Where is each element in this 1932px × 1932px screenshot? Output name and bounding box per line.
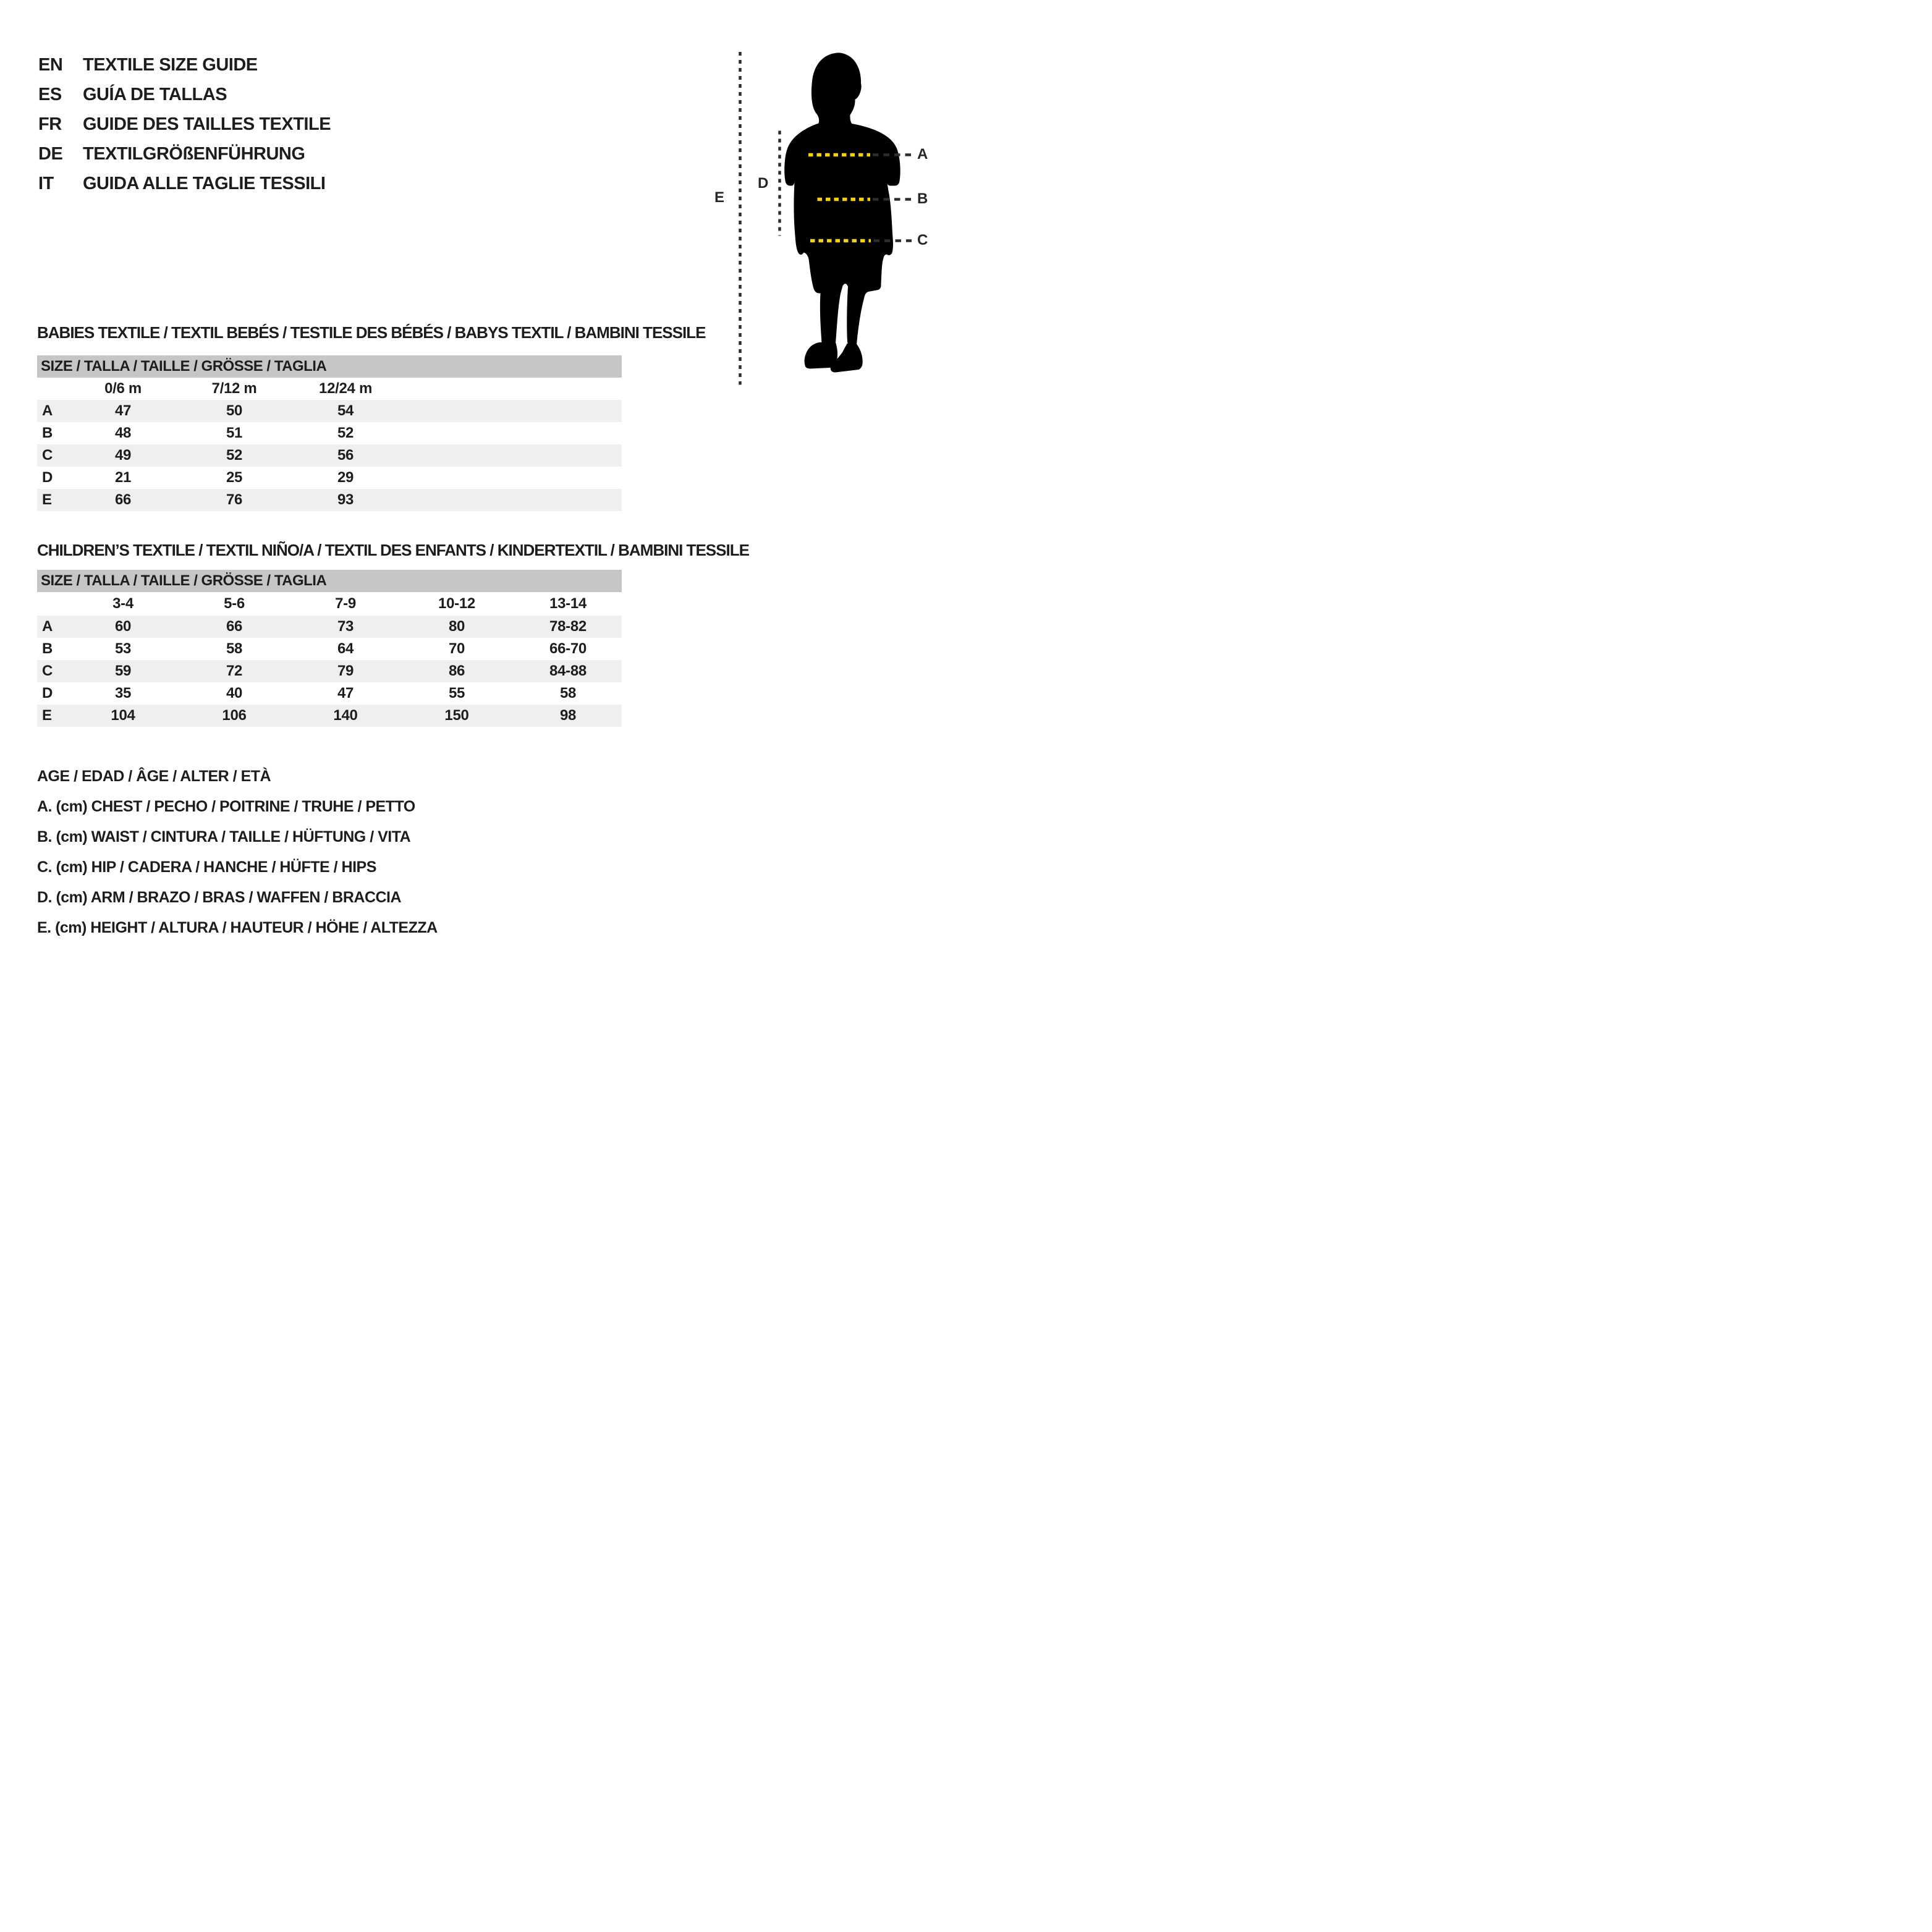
cell-value: 140 bbox=[333, 707, 358, 724]
legend-height: E. (cm) HEIGHT / ALTURA / HAUTEUR / HÖHE / ALTEZZA bbox=[37, 919, 438, 936]
cell-value: 80 bbox=[448, 618, 465, 635]
row-label: B bbox=[42, 640, 53, 657]
babies-size-header-bar: SIZE / TALLA / TAILLE / GRÖSSE / TAGLIA bbox=[37, 355, 622, 378]
children-section-heading: CHILDREN’S TEXTILE / TEXTIL NIÑO/A / TEXTIL DES ENFANTS / KINDERTEXTIL / BAMBINI TESSILE bbox=[37, 541, 749, 559]
row-label: D bbox=[42, 685, 53, 701]
height-label: E bbox=[714, 189, 725, 206]
cell-value: 50 bbox=[226, 402, 243, 419]
measurement-legend bbox=[37, 761, 438, 943]
cell-value: 72 bbox=[226, 663, 243, 679]
row-label: E bbox=[42, 707, 52, 724]
language-row-es bbox=[38, 80, 331, 109]
row-label: A bbox=[42, 618, 53, 635]
language-title: GUIDE DES TAILLES TEXTILE bbox=[83, 114, 331, 134]
cell-value: 47 bbox=[337, 685, 354, 701]
row-label: C bbox=[42, 663, 53, 679]
cell-value: 53 bbox=[114, 640, 132, 657]
language-title: TEXTILE SIZE GUIDE bbox=[83, 54, 258, 75]
row-label: E bbox=[42, 491, 52, 508]
column-header: 3-4 bbox=[112, 595, 133, 612]
legend-arm: D. (cm) ARM / BRAZO / BRAS / WAFFEN / BRACCIA bbox=[37, 889, 402, 906]
language-code: ES bbox=[38, 84, 62, 104]
textile-size-guide-page bbox=[0, 0, 966, 966]
cell-value: 66-70 bbox=[549, 640, 587, 657]
cell-value: 55 bbox=[448, 685, 465, 701]
language-code: IT bbox=[38, 173, 54, 193]
cell-value: 40 bbox=[226, 685, 243, 701]
babies-section-heading: BABIES TEXTILE / TEXTIL BEBÉS / TESTILE DES BÉBÉS / BABYS TEXTIL / BAMBINI TESSILE bbox=[37, 323, 706, 342]
language-code: FR bbox=[38, 114, 62, 134]
cell-value: 106 bbox=[222, 707, 247, 724]
waist-label: B bbox=[917, 190, 928, 207]
cell-value: 29 bbox=[337, 469, 354, 486]
cell-value: 25 bbox=[226, 469, 243, 486]
column-header: 0/6 m bbox=[104, 380, 142, 397]
language-title: TEXTILGRÖßENFÜHRUNG bbox=[83, 143, 305, 164]
cell-value: 150 bbox=[444, 707, 469, 724]
cell-value: 66 bbox=[226, 618, 243, 635]
cell-value: 93 bbox=[337, 491, 354, 508]
cell-value: 56 bbox=[337, 447, 354, 464]
cell-value: 64 bbox=[337, 640, 354, 657]
column-header: 12/24 m bbox=[319, 380, 372, 397]
language-code: EN bbox=[38, 54, 63, 75]
language-row-en bbox=[38, 50, 331, 80]
cell-value: 49 bbox=[114, 447, 132, 464]
language-row-de bbox=[38, 139, 331, 169]
children-size-table bbox=[37, 570, 622, 727]
table-row bbox=[37, 422, 622, 444]
row-label: A bbox=[42, 402, 53, 419]
babies-column-header-row bbox=[37, 378, 622, 400]
column-header: 5-6 bbox=[224, 595, 245, 612]
cell-value: 59 bbox=[114, 663, 132, 679]
column-header: 10-12 bbox=[438, 595, 475, 612]
children-size-header-bar: SIZE / TALLA / TAILLE / GRÖSSE / TAGLIA bbox=[37, 570, 622, 592]
column-header: 7/12 m bbox=[211, 380, 257, 397]
cell-value: 21 bbox=[114, 469, 132, 486]
table-row bbox=[37, 467, 622, 489]
row-label: B bbox=[42, 425, 53, 441]
child-silhouette bbox=[784, 53, 900, 344]
children-table-rows bbox=[37, 616, 622, 727]
cell-value: 78-82 bbox=[549, 618, 587, 635]
row-label: D bbox=[42, 469, 53, 486]
language-title: GUIDA ALLE TAGLIE TESSILI bbox=[83, 173, 326, 193]
legend-age: AGE / EDAD / ÂGE / ALTER / ETÀ bbox=[37, 768, 271, 785]
cell-value: 73 bbox=[337, 618, 354, 635]
language-title: GUÍA DE TALLAS bbox=[83, 84, 227, 104]
language-row-fr bbox=[38, 109, 331, 139]
table-row bbox=[37, 616, 622, 638]
table-row bbox=[37, 638, 622, 660]
cell-value: 48 bbox=[114, 425, 132, 441]
language-code: DE bbox=[38, 143, 63, 164]
cell-value: 86 bbox=[448, 663, 465, 679]
cell-value: 79 bbox=[337, 663, 354, 679]
cell-value: 76 bbox=[226, 491, 243, 508]
cell-value: 84-88 bbox=[549, 663, 587, 679]
cell-value: 66 bbox=[114, 491, 132, 508]
chest-label: A bbox=[917, 146, 928, 163]
table-row bbox=[37, 682, 622, 705]
table-row bbox=[37, 660, 622, 682]
legend-chest: A. (cm) CHEST / PECHO / POITRINE / TRUHE / PETTO bbox=[37, 798, 415, 815]
table-row bbox=[37, 400, 622, 422]
cell-value: 52 bbox=[226, 447, 243, 464]
cell-value: 51 bbox=[226, 425, 243, 441]
cell-value: 70 bbox=[448, 640, 465, 657]
cell-value: 52 bbox=[337, 425, 354, 441]
legend-hip: C. (cm) HIP / CADERA / HANCHE / HÜFTE / HIPS bbox=[37, 858, 376, 876]
legend-waist: B. (cm) WAIST / CINTURA / TAILLE / HÜFTUNG / VITA bbox=[37, 828, 411, 845]
child-silhouette-diagram bbox=[705, 43, 966, 389]
row-label: C bbox=[42, 447, 53, 464]
cell-value: 35 bbox=[114, 685, 132, 701]
table-row bbox=[37, 705, 622, 727]
children-column-header-row bbox=[37, 592, 622, 616]
cell-value: 104 bbox=[111, 707, 135, 724]
column-header: 7-9 bbox=[335, 595, 356, 612]
cell-value: 47 bbox=[114, 402, 132, 419]
cell-value: 58 bbox=[559, 685, 577, 701]
arm-label: D bbox=[758, 175, 769, 192]
cell-value: 60 bbox=[114, 618, 132, 635]
table-row bbox=[37, 444, 622, 467]
language-row-it bbox=[38, 169, 331, 198]
language-title-list bbox=[38, 50, 331, 198]
babies-size-table bbox=[37, 355, 622, 511]
cell-value: 98 bbox=[559, 707, 577, 724]
hip-label: C bbox=[917, 232, 928, 248]
cell-value: 58 bbox=[226, 640, 243, 657]
column-header: 13-14 bbox=[549, 595, 587, 612]
table-row bbox=[37, 489, 622, 511]
babies-table-rows bbox=[37, 400, 622, 511]
cell-value: 54 bbox=[337, 402, 354, 419]
